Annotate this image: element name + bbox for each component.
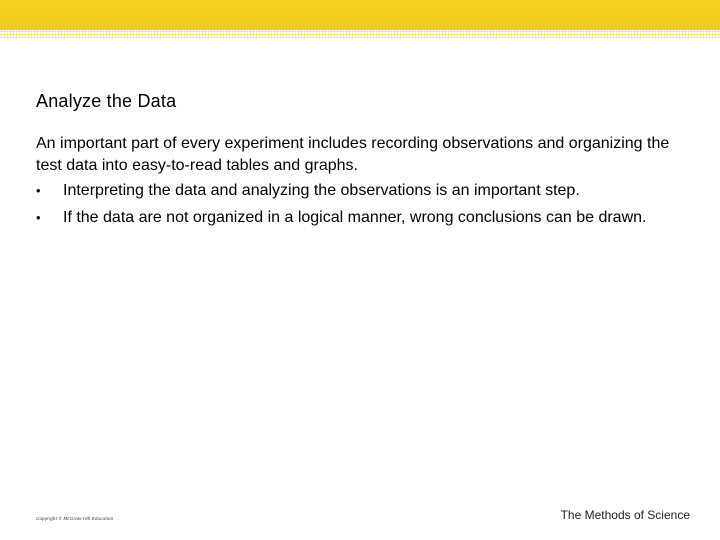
bullet-text: Interpreting the data and analyzing the observations is an important step. bbox=[63, 182, 580, 199]
bullet-icon: • bbox=[36, 183, 41, 198]
slide-title: Analyze the Data bbox=[36, 91, 177, 111]
copyright-notice: Copyright © McGraw-Hill Education bbox=[36, 516, 114, 521]
intro-paragraph: An important part of every experiment includes recording observations and organizing the test data into easy-to-read tables and graphs. bbox=[36, 135, 670, 174]
footer-section-label: The Methods of Science bbox=[560, 508, 690, 522]
bullet-list bbox=[36, 180, 676, 234]
bullet-icon: • bbox=[36, 210, 41, 225]
header-band bbox=[0, 0, 720, 30]
bullet-item bbox=[36, 207, 676, 229]
bullet-text: If the data are not organized in a logical manner, wrong conclusions can be drawn. bbox=[63, 209, 647, 226]
header-dot-pattern bbox=[0, 30, 720, 38]
bullet-item bbox=[36, 180, 676, 202]
